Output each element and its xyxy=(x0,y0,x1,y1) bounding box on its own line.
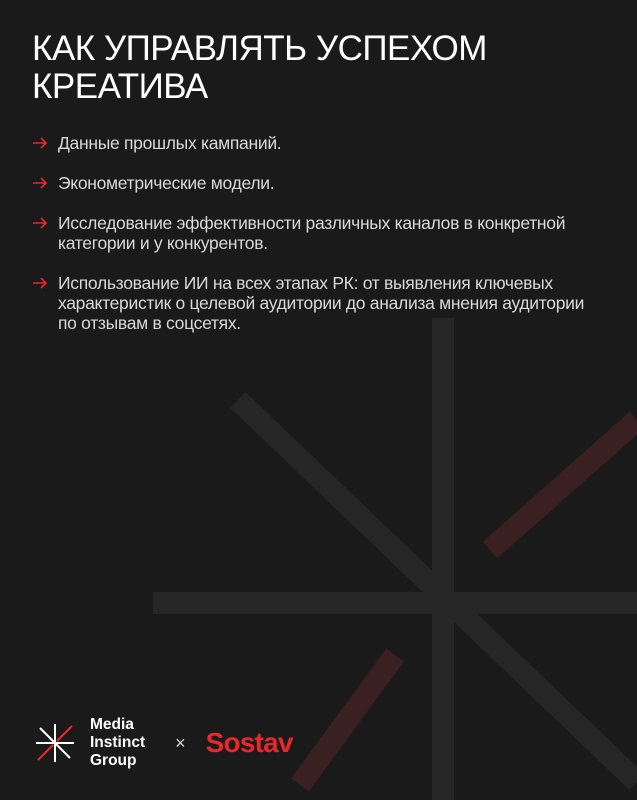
partner-logo: Sostav xyxy=(205,727,293,758)
starburst-logo-icon xyxy=(32,720,78,766)
list-item xyxy=(32,133,602,153)
list-item-text: Эконометрические модели. xyxy=(58,173,275,193)
brand-name: Media Instinct Group xyxy=(90,716,146,769)
list-item-text: Исследование эффективности различных каналов в конкретной категории и у конкурентов. xyxy=(58,213,566,253)
arrow-right-icon xyxy=(32,217,48,229)
separator: × xyxy=(175,732,186,753)
arrow-right-icon xyxy=(32,177,48,189)
list-item xyxy=(32,213,602,253)
arrow-right-icon xyxy=(32,277,48,289)
page-title: КАК УПРАВЛЯТЬ УСПЕХОМ КРЕАТИВА xyxy=(32,29,487,106)
list-item xyxy=(32,173,602,193)
list-item-text: Данные прошлых кампаний. xyxy=(58,133,282,153)
list-item xyxy=(32,273,602,333)
footer-logos xyxy=(32,715,293,771)
bullet-list xyxy=(32,133,602,333)
arrow-right-icon xyxy=(32,137,48,149)
list-item-text: Использование ИИ на всех этапах РК: от выявления ключевых характеристик о целевой аудитории до анализа мнения аудитории по отзывам в соцсетях. xyxy=(58,273,585,333)
